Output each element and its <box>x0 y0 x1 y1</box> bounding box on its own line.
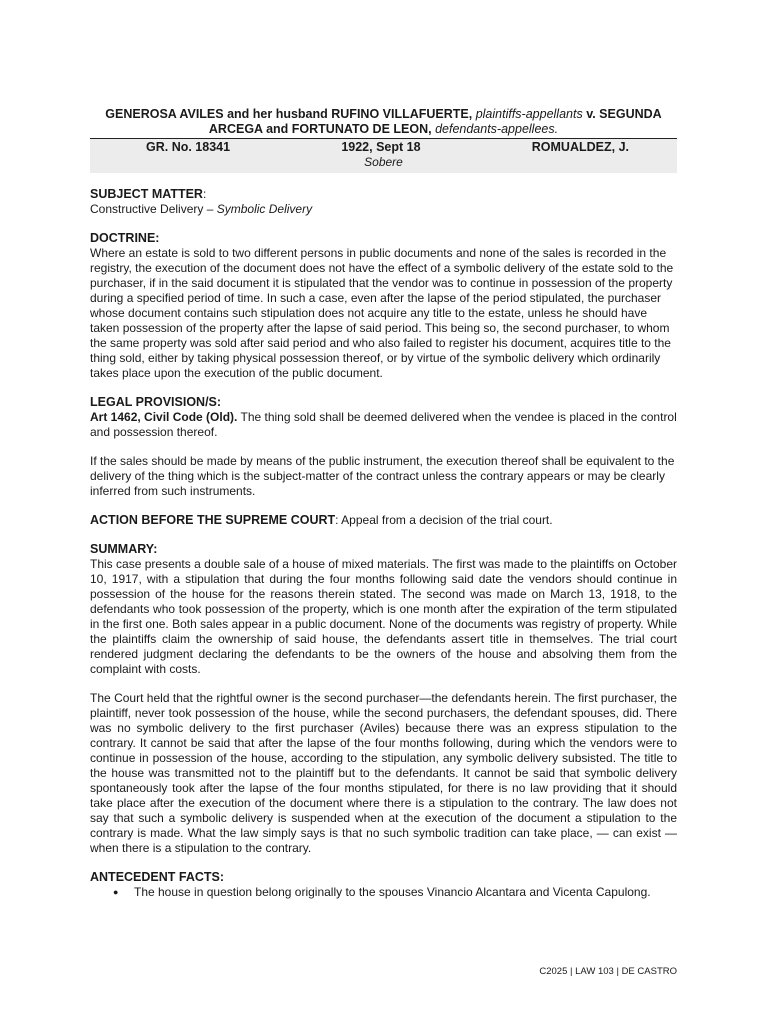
action-text: : Appeal from a decision of the trial court. <box>335 513 553 527</box>
list-item <box>113 885 677 900</box>
case-meta-row <box>90 140 677 155</box>
subject-matter-heading: SUBJECT MATTER <box>90 187 203 201</box>
subject-matter-text <box>90 202 677 217</box>
decision-date: 1922, Sept 18 <box>341 140 421 154</box>
subject-matter-subtopic: Symbolic Delivery <box>216 202 313 216</box>
summary-heading: SUMMARY: <box>90 542 158 556</box>
subject-matter-colon: : <box>202 187 207 201</box>
action-section <box>90 513 677 528</box>
case-title-role-2: defendants-appellees. <box>435 122 559 136</box>
doctrine-section <box>90 231 677 381</box>
document-body <box>90 107 677 900</box>
legal-provisions-heading: LEGAL PROVISION/S: <box>90 395 222 409</box>
case-title-parties-2: v. SEGUNDA ARCEGA and FORTUNATO DE LEON, <box>208 107 662 136</box>
article-label: Art 1462, Civil Code (Old). <box>90 410 238 424</box>
legal-provision-article <box>90 410 677 440</box>
gr-number: GR. No. 18341 <box>146 140 231 154</box>
subject-matter-topic: Constructive Delivery – <box>90 202 217 216</box>
article-text: The thing sold shall be deemed delivered when the vendee is placed in the control and possession thereof. <box>90 410 677 439</box>
antecedent-facts-heading: ANTECEDENT FACTS: <box>90 870 225 884</box>
action-heading: ACTION BEFORE THE SUPREME COURT <box>90 513 336 527</box>
case-meta-band <box>90 138 677 173</box>
antecedent-facts-list <box>90 885 677 900</box>
antecedent-facts-section <box>90 870 677 900</box>
doctrine-heading: DOCTRINE: <box>90 231 160 245</box>
legal-provision-paragraph: If the sales should be made by means of the public instrument, the execution thereof shall be equivalent to the delivery of the thing which is the subject-matter of the contract unless the contrary appears or may be clearly inferred from such instruments. <box>90 454 675 498</box>
list-item-text: The house in question belong originally to the spouses Vinancio Alcantara and Vicenta Capulong. <box>134 885 651 899</box>
page-footer: C2025 | LAW 103 | DE CASTRO <box>539 966 677 977</box>
summary-paragraph: This case presents a double sale of a house of mixed materials. The first was made to the plaintiffs on October 10, 1917, with a stipulation that during the four months following said date the vendors should continue in possession of the house for the reasons therein stated. The second was made on March 13, 1918, to the defendants who took possession of the property, which is one month after the expiration of the term stipulated in the first one. Both sales appear in a public document. None of the documents was registry of property. While the plaintiffs claim the ownership of said house, the defendants assert title in themselves. The trial court rendered judgment declaring the defendants to be the owners of the house and absolving them from the complaint with costs. <box>90 557 677 676</box>
summary-section <box>90 542 677 856</box>
legal-provisions-section <box>90 395 677 499</box>
bullet-icon: ● <box>113 887 119 897</box>
digester-name: Sobere <box>364 155 403 169</box>
doctrine-text: Where an estate is sold to two different persons in public documents and none of the sales is recorded in the registry, the execution of the document does not have the effect of a symbolic delivery of the estate sold to the purchaser, if in the said document it is stipulated that the vendor was to continue in possession of the property during a specified period of time. In such a case, even after the lapse of the period stipulated, the purchaser whose document contains such stipulation does not acquire any title to the estate, unless he should have taken possession of the property after the lapse of said period. This being so, the second purchaser, to whom the same property was sold after said period and who also failed to register his document, acquires title to the thing sold, either by taking physical possession thereof, or by virtue of the symbolic delivery which ordinarily takes place upon the execution of the public document. <box>90 246 674 380</box>
ponente: ROMUALDEZ, J. <box>531 140 629 154</box>
case-title <box>90 107 677 137</box>
case-title-parties-1: GENEROSA AVILES and her husband RUFINO VILLAFUERTE, <box>105 107 473 121</box>
case-title-role-1: plaintiffs-appellants <box>475 107 583 121</box>
subject-matter-section <box>90 187 677 217</box>
summary-paragraph: The Court held that the rightful owner is the second purchaser—the defendants herein. The first purchaser, the plaintiff, never took possession of the house, while the second purchasers, the defendant spouses, did. There was no symbolic delivery to the first purchaser (Aviles) because there was an express stipulation to the contrary. It cannot be said that after the lapse of the four months following, during which the vendors were to continue in possession of the house, according to the stipulation, any symbolic delivery subsisted. The title to the house was transmitted not to the plaintiff but to the defendants. It cannot be said that symbolic delivery spontaneously took after the lapse of the four months stipulated, for there is no law providing that it should take place after the execution of the document where there is a stipulation to the contrary. The law does not say that such a symbolic delivery is suspended when at the execution of the document a stipulation to the contrary is made. What the law simply says is that no such symbolic tradition can take place, — can exist — when there is a stipulation to the contrary. <box>90 691 677 855</box>
